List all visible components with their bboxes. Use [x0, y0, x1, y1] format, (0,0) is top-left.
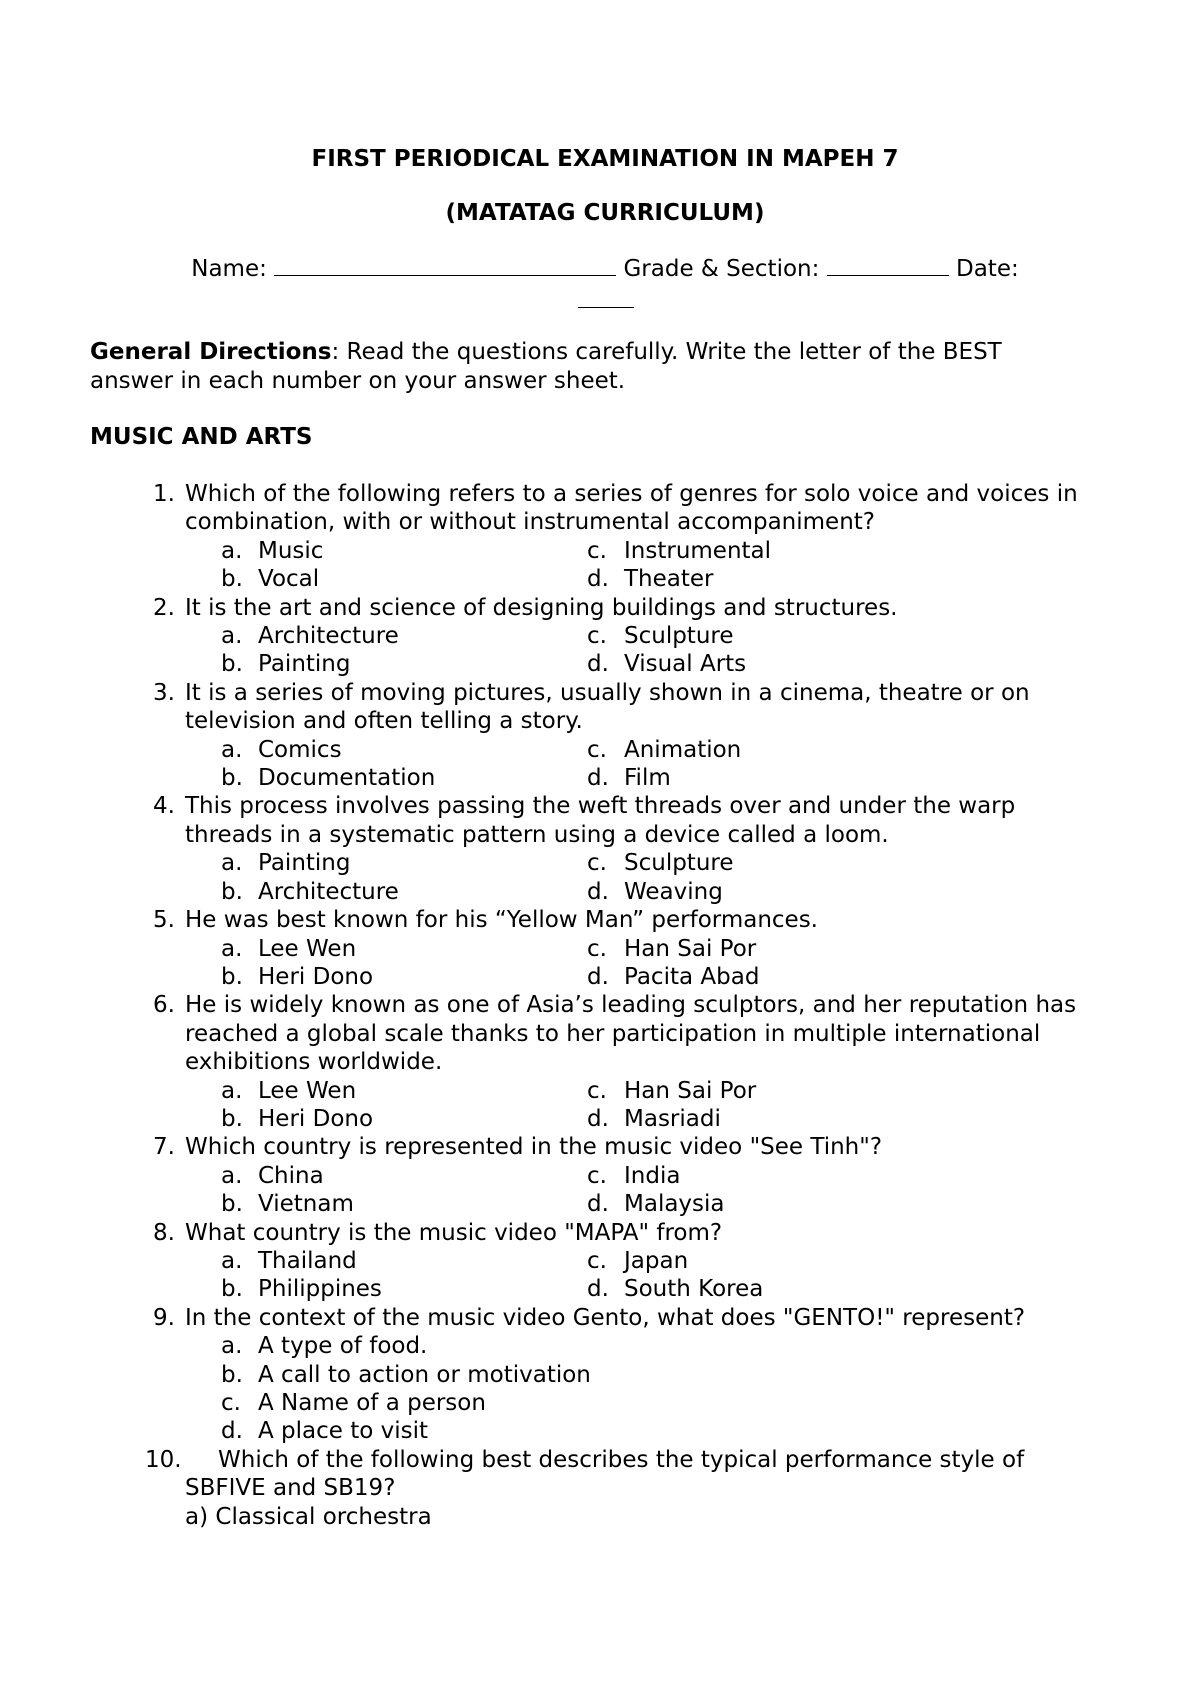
option-letter: b.	[221, 963, 243, 990]
answer-option	[221, 1077, 587, 1105]
answer-option	[221, 736, 587, 764]
option-letter: c.	[587, 537, 607, 564]
option-text: Architecture	[258, 623, 399, 650]
options-group	[185, 1503, 1105, 1531]
options-group	[221, 736, 1105, 793]
options-group	[221, 1077, 1105, 1134]
option-letter: d.	[587, 1276, 609, 1303]
question-number: 6.	[153, 992, 175, 1019]
answer-option	[587, 935, 967, 963]
question-item	[145, 792, 1105, 906]
option-letter: a.	[221, 537, 243, 564]
answer-option	[221, 537, 587, 565]
option-text: Heri Dono	[258, 963, 374, 990]
options-group	[221, 537, 1105, 594]
question-text: Which of the following refers to a series of genres for solo voice and voices in combination, with or without instrumental accompaniment?	[185, 481, 1078, 536]
answer-option	[587, 1105, 967, 1133]
question-text: Which of the following best describes the typical performance style of SBFIVE and SB19?	[185, 1446, 1025, 1502]
question-item	[145, 480, 1105, 594]
option-text: Thailand	[258, 1247, 357, 1274]
option-text: Animation	[624, 736, 742, 763]
answer-option	[587, 622, 967, 650]
question-number: 10.	[145, 1446, 182, 1473]
answer-option	[587, 1162, 967, 1190]
option-letter: c.	[587, 623, 607, 650]
answer-option	[587, 849, 967, 877]
option-letter: a.	[221, 935, 243, 962]
name-blank	[274, 253, 616, 276]
section-heading: MUSIC AND ARTS	[90, 424, 313, 450]
option-letter: a.	[221, 850, 243, 877]
answer-option	[587, 1077, 967, 1105]
option-letter: a.	[221, 736, 243, 763]
question-list	[145, 480, 1105, 1531]
options-group	[221, 1332, 1105, 1446]
option-text: Pacita Abad	[624, 963, 760, 990]
options-group	[221, 849, 1105, 906]
answer-option	[221, 1105, 587, 1133]
option-letter: d.	[587, 1105, 609, 1132]
answer-option	[587, 565, 967, 593]
question-number: 1.	[153, 481, 175, 507]
answer-option	[221, 1162, 587, 1190]
option-letter: b.	[221, 1105, 243, 1132]
question-text: In the context of the music video Gento, what does "GENTO!" represent?	[185, 1304, 1026, 1331]
question-text: He was best known for his “Yellow Man” performances.	[185, 907, 818, 934]
answer-option	[221, 1417, 1105, 1445]
answer-option	[221, 764, 587, 792]
option-letter: c.	[587, 1077, 607, 1104]
option-text: Lee Wen	[258, 1077, 357, 1104]
option-text: A type of food.	[258, 1333, 428, 1360]
answer-option	[587, 736, 967, 764]
option-letter: b.	[221, 1361, 243, 1388]
question-number: 4.	[153, 793, 175, 820]
option-text: Masriadi	[624, 1105, 721, 1132]
option-text: Documentation	[258, 765, 436, 792]
answer-option	[587, 878, 967, 906]
option-text: Han Sai Por	[624, 1077, 757, 1104]
option-text: South Korea	[624, 1276, 764, 1303]
option-letter: c.	[587, 935, 607, 962]
question-text: He is widely known as one of Asia’s leading sculptors, and her reputation has reached a global scale thanks to her participation in multiple international exhibitions worldwide.	[185, 992, 1077, 1076]
answer-option	[221, 1332, 1105, 1360]
option-text: Vocal	[258, 566, 320, 593]
option-text: Instrumental	[624, 537, 772, 564]
option-text: Han Sai Por	[624, 935, 757, 962]
option-letter: c.	[221, 1390, 241, 1416]
question-text: This process involves passing the weft threads over and under the warp threads in a systematic pattern using a device called a loom.	[185, 793, 1016, 848]
grade-section-label: Grade & Section:	[623, 256, 820, 282]
option-text: Vietnam	[258, 1191, 354, 1218]
grade-section-blank	[827, 253, 949, 276]
answer-option	[221, 1361, 1105, 1389]
question-number: 3.	[153, 679, 175, 706]
option-letter: d.	[221, 1418, 243, 1445]
question-item	[145, 1219, 1105, 1304]
option-text: Painting	[258, 850, 351, 877]
option-text: A place to visit	[258, 1418, 429, 1445]
option-letter: c.	[587, 1162, 607, 1189]
question-number: 7.	[153, 1134, 175, 1161]
option-text: A call to action or motivation	[258, 1361, 591, 1388]
answer-option	[221, 565, 587, 593]
option-text: Sculpture	[624, 623, 734, 650]
student-info-line	[90, 253, 1120, 282]
option-letter: a.	[221, 1333, 243, 1360]
option-text: Sculpture	[624, 850, 734, 877]
question-text: It is the art and science of designing buildings and structures.	[185, 594, 898, 621]
question-item	[145, 1133, 1105, 1218]
directions-text: : Read the questions carefully. Write the letter of the BEST answer in each number on your answer sheet.	[90, 339, 1002, 394]
option-text: a) Classical orchestra	[185, 1503, 432, 1530]
question-number: 9.	[153, 1304, 175, 1331]
options-group	[221, 935, 1105, 992]
answer-option	[221, 935, 587, 963]
option-letter: d.	[587, 765, 609, 792]
option-letter: b.	[221, 765, 243, 792]
option-text: Theater	[624, 566, 714, 593]
option-text: Painting	[258, 651, 351, 678]
exam-title: FIRST PERIODICAL EXAMINATION IN MAPEH 7	[311, 146, 899, 172]
option-letter: b.	[221, 1276, 243, 1303]
option-letter: b.	[221, 566, 243, 593]
answer-option	[221, 1190, 587, 1218]
option-letter: d.	[587, 566, 609, 593]
option-letter: a.	[221, 1247, 243, 1274]
answer-option	[221, 622, 587, 650]
option-text: Comics	[258, 736, 342, 763]
option-letter: c.	[587, 850, 607, 877]
question-text: What country is the music video "MAPA" from?	[185, 1219, 723, 1246]
question-item	[145, 594, 1105, 679]
option-letter: a.	[221, 1077, 243, 1104]
answer-option	[587, 963, 967, 991]
option-letter: b.	[221, 1191, 243, 1218]
answer-option	[587, 650, 967, 678]
option-text: Weaving	[624, 878, 723, 905]
answer-option	[221, 878, 587, 906]
option-text: Music	[258, 537, 324, 564]
option-text: Visual Arts	[624, 651, 747, 678]
option-letter: d.	[587, 651, 609, 678]
option-letter: d.	[587, 1191, 609, 1218]
question-number: 8.	[153, 1219, 175, 1246]
option-letter: d.	[587, 963, 609, 990]
answer-option	[587, 1190, 967, 1218]
options-group	[221, 622, 1105, 679]
question-item	[145, 906, 1105, 991]
option-letter: a.	[221, 623, 243, 650]
answer-option	[221, 963, 587, 991]
question-number: 5.	[153, 907, 175, 934]
question-item	[145, 679, 1105, 793]
question-item	[145, 991, 1105, 1133]
option-text: Japan	[624, 1247, 689, 1274]
option-text: Architecture	[258, 878, 399, 905]
name-label: Name:	[191, 256, 267, 282]
options-group	[221, 1247, 1105, 1304]
option-text: India	[624, 1162, 681, 1189]
answer-option	[587, 537, 967, 565]
answer-option	[587, 764, 967, 792]
answer-option	[221, 1389, 1105, 1417]
question-text: Which country is represented in the music video "See Tinh"?	[185, 1134, 883, 1161]
answer-option	[221, 849, 587, 877]
question-number: 2.	[153, 594, 175, 621]
question-text: It is a series of moving pictures, usually shown in a cinema, theatre or on television and often telling a story.	[185, 679, 1030, 735]
option-text: China	[258, 1162, 324, 1189]
option-text: Lee Wen	[258, 935, 357, 962]
date-blank	[578, 285, 634, 308]
exam-subtitle: (MATATAG CURRICULUM)	[445, 200, 765, 226]
answer-option	[221, 650, 587, 678]
answer-option	[587, 1247, 967, 1275]
option-letter: a.	[221, 1162, 243, 1189]
option-text: Malaysia	[624, 1191, 725, 1218]
option-letter: c.	[587, 736, 607, 763]
option-text: Philippines	[258, 1276, 382, 1303]
answer-option	[587, 1275, 967, 1303]
option-text: A Name of a person	[258, 1390, 486, 1416]
answer-option	[221, 1275, 587, 1303]
answer-option	[221, 1247, 587, 1275]
question-item	[145, 1446, 1105, 1531]
option-letter: b.	[221, 651, 243, 678]
directions-label: General Directions	[90, 339, 332, 365]
options-group	[221, 1162, 1105, 1219]
option-letter: c.	[587, 1247, 607, 1274]
answer-option	[185, 1503, 1105, 1531]
option-text: Heri Dono	[258, 1105, 374, 1132]
option-letter: d.	[587, 878, 609, 905]
option-text: Film	[624, 765, 671, 792]
option-letter: b.	[221, 878, 243, 905]
date-label: Date:	[956, 256, 1019, 282]
question-item	[145, 1304, 1105, 1446]
general-directions	[90, 338, 1080, 396]
